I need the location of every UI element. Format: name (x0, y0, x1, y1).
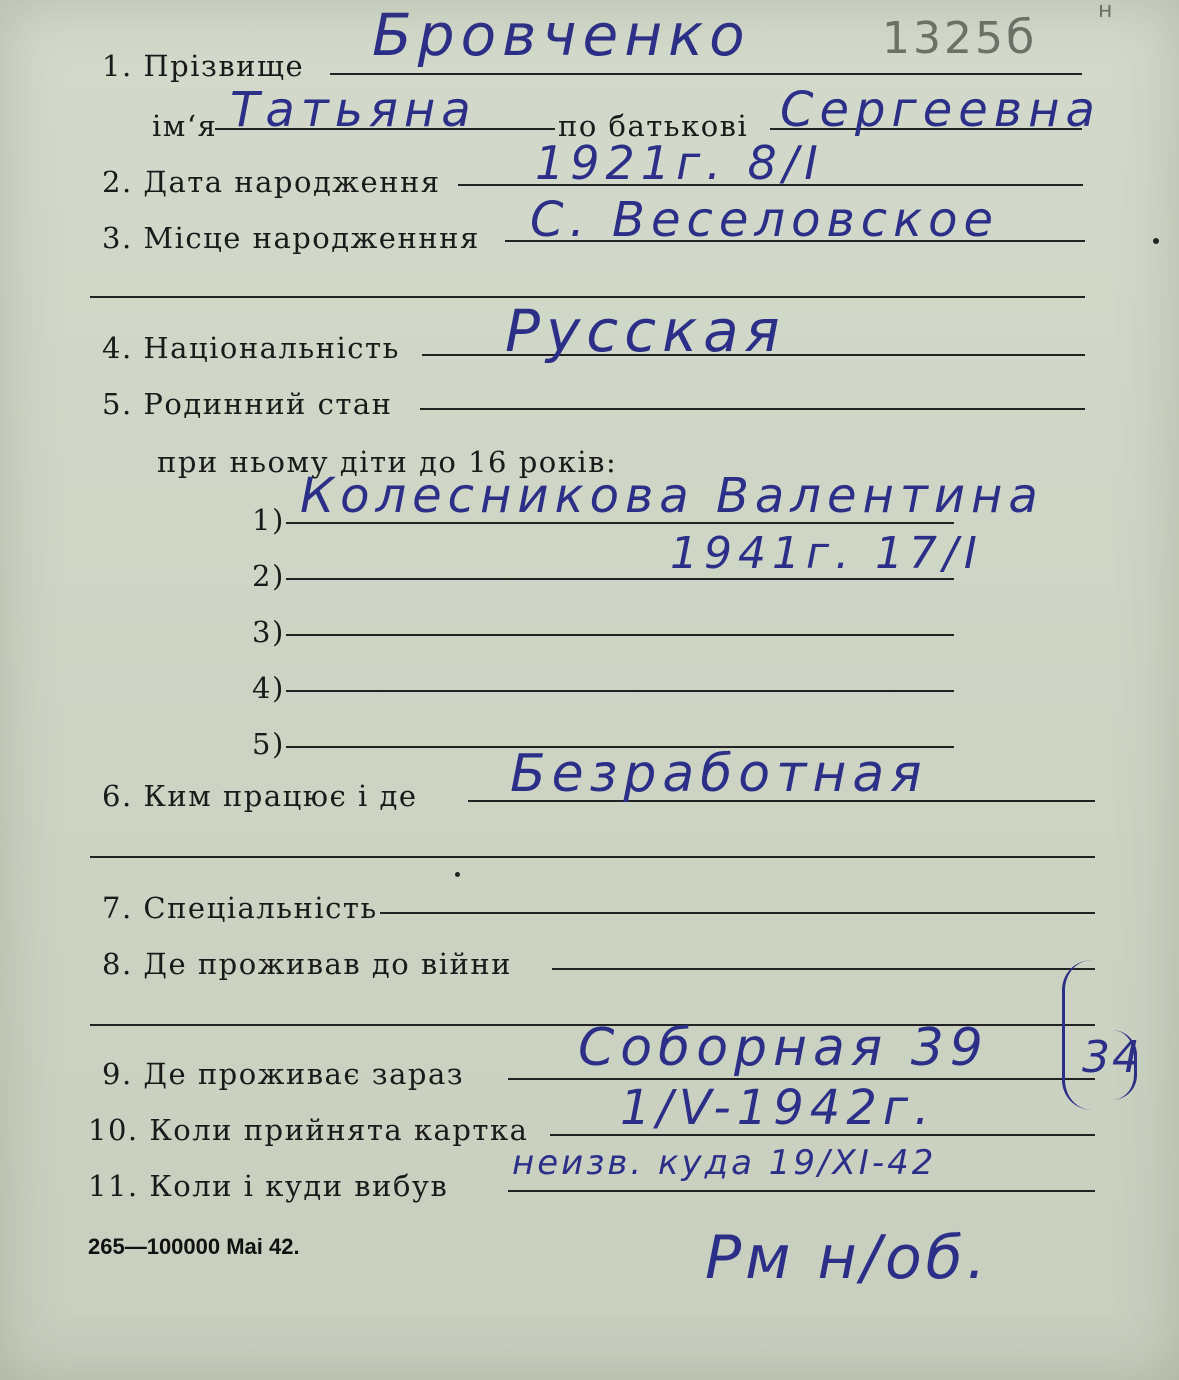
patronymic-handwritten: Сергеевна (780, 82, 1101, 138)
specialty-line (380, 912, 1095, 914)
nationality-handwritten: Русская (505, 297, 786, 365)
left-handwritten: неизв. куда 19/XI-42 (512, 1143, 937, 1183)
marital-label: 5. Родинний стан (102, 387, 393, 421)
pob-handwritten: С. Веселовское (530, 192, 1000, 248)
accepted-handwritten: 1/V-1942г. (620, 1080, 936, 1136)
prewar-label: 8. Де проживав до війни (102, 947, 512, 981)
occupation-line-2 (90, 856, 1095, 858)
left-line (508, 1190, 1095, 1192)
child4-line (286, 690, 954, 692)
current-address-handwritten: Соборная 39 (578, 1018, 989, 1078)
accepted-label: 10. Коли прийнята картка (88, 1113, 529, 1147)
prewar-line (552, 968, 1095, 970)
stray-dot (1153, 238, 1159, 244)
dob-handwritten: 1921г. 8/I (535, 136, 824, 190)
signature: Рм н/об. (705, 1223, 990, 1293)
print-code: 265—100000 Mai 42. (88, 1234, 300, 1259)
child1-handwritten: Колесникова Валентина (300, 468, 1044, 524)
occupation-handwritten: Безработная (510, 744, 928, 804)
child1-dob-handwritten: 1941г. 17/I (670, 528, 983, 579)
child5-label: 5) (252, 727, 285, 761)
nationality-label: 4. Національність (102, 331, 400, 365)
name-label: ім‘я (152, 109, 218, 143)
left-label: 11. Коли і куди вибув (88, 1169, 449, 1203)
current-apartment-handwritten: 34 (1082, 1032, 1142, 1083)
child3-label: 3) (252, 615, 285, 649)
name-handwritten: Татьяна (230, 82, 477, 138)
dob-label: 2. Дата народження (102, 165, 441, 199)
ink-speck (455, 872, 460, 877)
occupation-label: 6. Ким працює і де (102, 779, 418, 813)
child1-label: 1) (252, 503, 285, 537)
specialty-label: 7. Спеціальність (102, 891, 378, 925)
corner-mark: н (1098, 0, 1116, 23)
marital-line (420, 408, 1085, 410)
child2-label: 2) (252, 559, 285, 593)
surname-line (330, 73, 1082, 75)
surname-handwritten: Бровченко (372, 1, 751, 69)
current-label: 9. Де проживає зараз (102, 1057, 465, 1091)
archive-number: 1325б (882, 10, 1038, 64)
surname-label: 1. Прізвище (102, 49, 305, 83)
children-label: при ньому діти до 16 років: (157, 445, 618, 479)
patronymic-label: по батькові (558, 109, 749, 143)
child4-label: 4) (252, 671, 285, 705)
pob-label: 3. Місце народженння (102, 221, 480, 255)
child3-line (286, 634, 954, 636)
